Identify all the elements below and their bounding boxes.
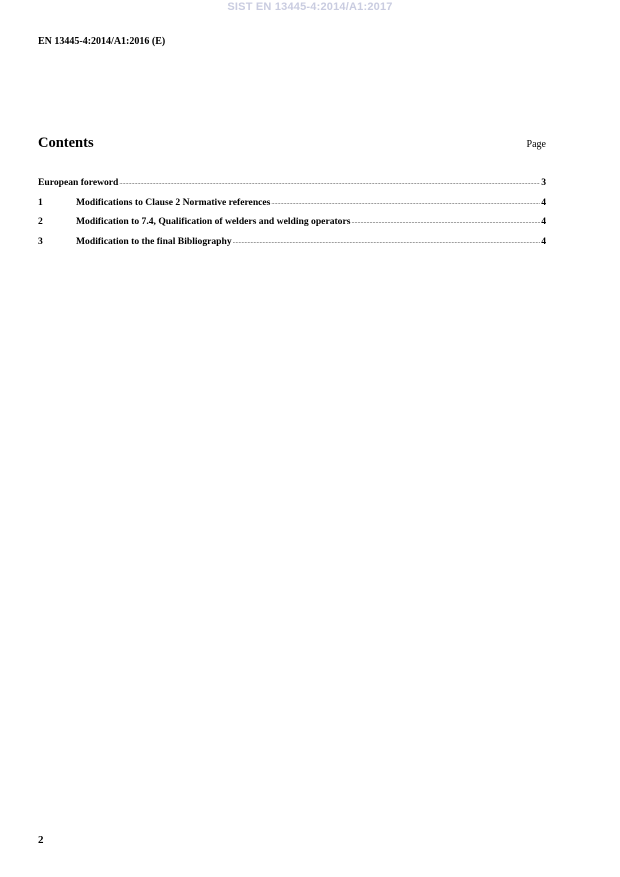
toc-entry-title: European foreword <box>38 177 119 188</box>
toc-entry-page: 4 <box>541 235 546 247</box>
toc-entry-page: 3 <box>541 177 546 188</box>
page-column-label: Page <box>526 139 546 150</box>
document-id: EN 13445-4:2014/A1:2016 (E) <box>38 36 166 47</box>
contents-header <box>38 135 546 152</box>
toc-dot-leader <box>271 195 540 205</box>
toc-entry-page: 4 <box>541 196 546 208</box>
toc-entry-clause-2[interactable] <box>38 214 546 234</box>
toc-entry-title: Modification to the final Bibliography <box>76 235 232 247</box>
page-number: 2 <box>38 834 44 846</box>
toc-entry-title: Modification to 7.4, Qualification of welders and welding operators <box>76 216 351 227</box>
contents-title: Contents <box>38 135 94 151</box>
toc-entry-number: 3 <box>38 235 43 247</box>
toc-entry-number: 2 <box>38 216 43 227</box>
toc-entry-number: 1 <box>38 196 43 208</box>
toc-dot-leader <box>351 214 540 224</box>
toc-entry-european-foreword[interactable] <box>38 175 546 195</box>
toc-dot-leader <box>233 234 541 244</box>
watermark: SIST EN 13445-4:2014/A1:2017 <box>227 1 393 13</box>
toc-entry-clause-3[interactable] <box>38 234 546 254</box>
toc-entry-page: 4 <box>541 216 546 227</box>
toc-entry-clause-1[interactable] <box>38 195 546 215</box>
toc-entry-title: Modifications to Clause 2 Normative references <box>76 196 271 208</box>
toc-dot-leader <box>119 175 540 185</box>
table-of-contents <box>38 175 546 253</box>
